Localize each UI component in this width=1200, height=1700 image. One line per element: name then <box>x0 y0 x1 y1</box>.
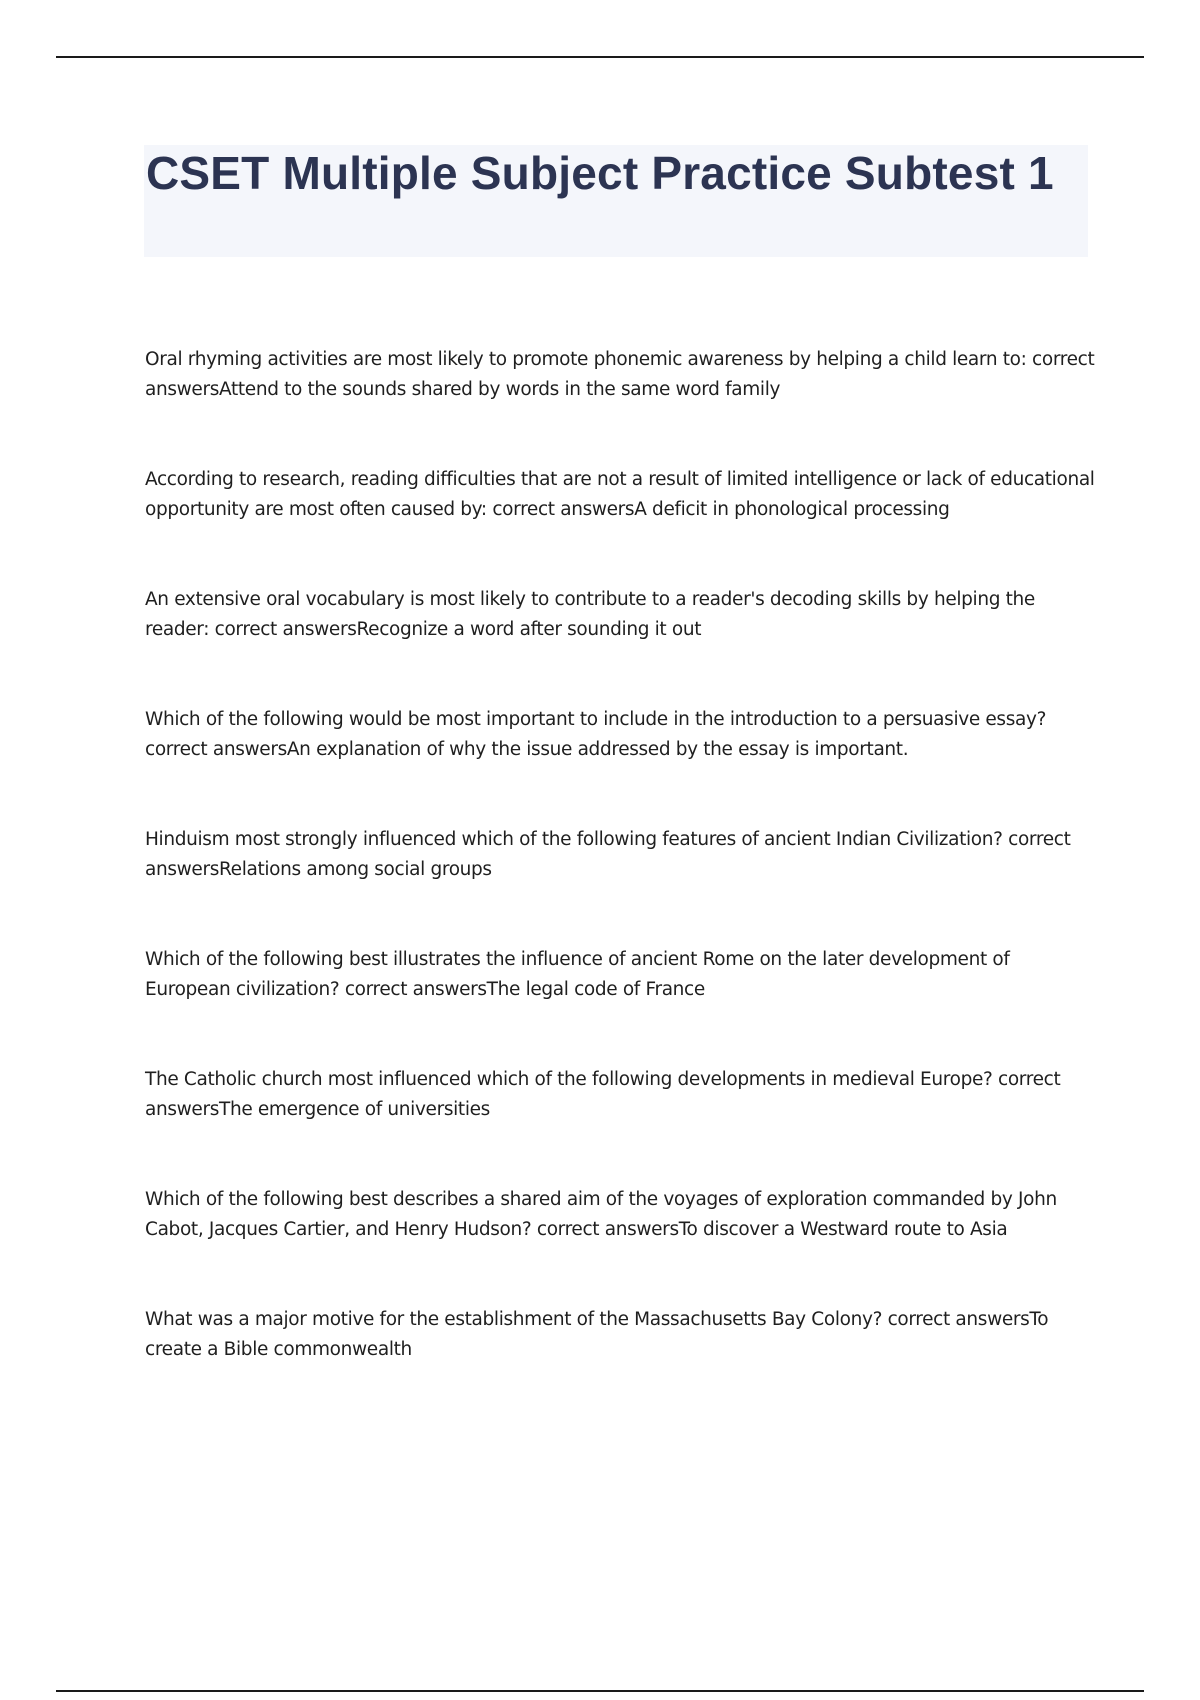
title-banner <box>144 145 1088 257</box>
question-item: Which of the following best illustrates the influence of ancient Rome on the later development of European civilization? correct answersThe legal code of France <box>145 949 1010 1000</box>
question-item: The Catholic church most influenced which of the following developments in medieval Europe? correct answersThe emergence of universities <box>145 1069 1061 1120</box>
question-item: Oral rhyming activities are most likely to promote phonemic awareness by helping a child learn to: correct answersAttend to the sounds shared by words in the same word family <box>145 349 1095 400</box>
header-rule <box>56 56 1144 58</box>
page-title: CSET Multiple Subject Practice Subtest 1 <box>146 147 1054 199</box>
question-item: According to research, reading difficulties that are not a result of limited intelligence or lack of educational opportunity are most often caused by: correct answersA deficit in phonological processing <box>145 469 1095 520</box>
question-item: Which of the following would be most important to include in the introduction to a persuasive essay? correct answersAn explanation of why the issue addressed by the essay is important. <box>145 709 1047 760</box>
question-item: What was a major motive for the establishment of the Massachusetts Bay Colony? correct answersTo create a Bible commonwealth <box>145 1309 1049 1360</box>
question-list <box>145 345 1095 1425</box>
question-item: An extensive oral vocabulary is most likely to contribute to a reader's decoding skills by helping the reader: correct answersRecognize a word after sounding it out <box>145 589 1035 640</box>
question-item: Hinduism most strongly influenced which of the following features of ancient Indian Civilization? correct answersRelations among social groups <box>145 829 1071 880</box>
footer-rule <box>56 1690 1144 1692</box>
question-item: Which of the following best describes a shared aim of the voyages of exploration commanded by John Cabot, Jacques Cartier, and Henry Hudson? correct answersTo discover a Westward route to Asia <box>145 1189 1057 1240</box>
